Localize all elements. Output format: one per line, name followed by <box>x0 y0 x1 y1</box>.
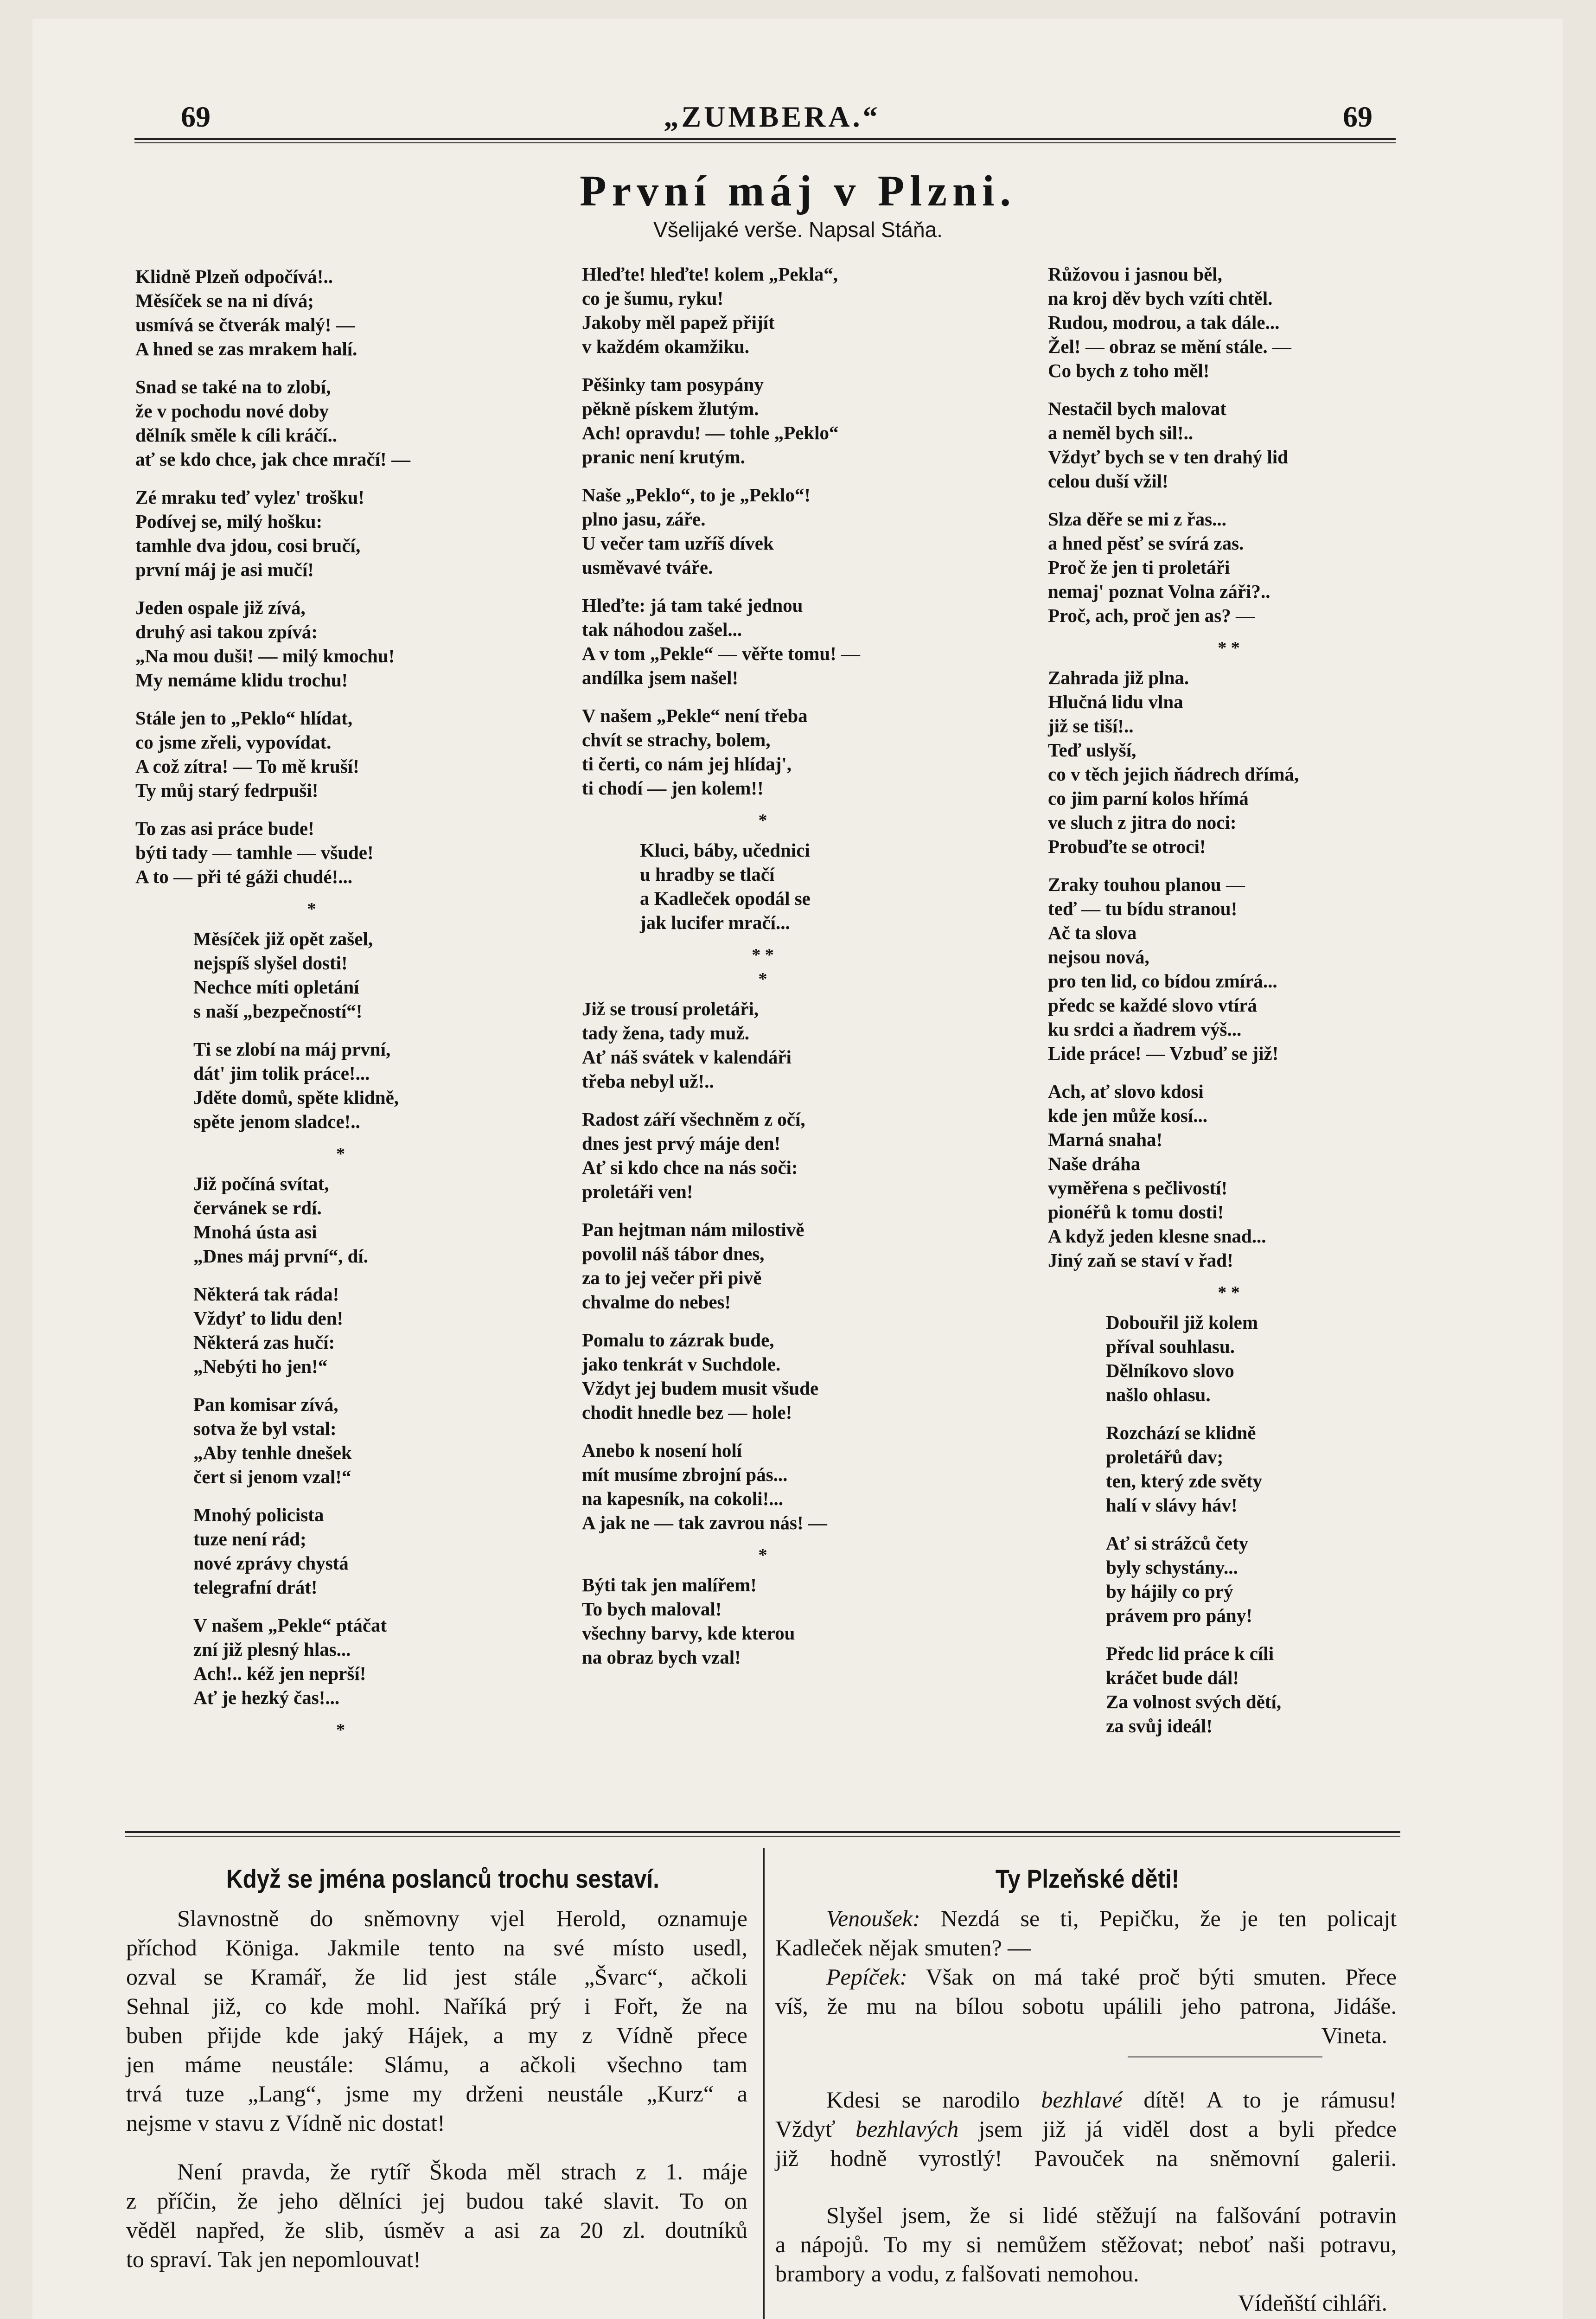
verse-line: povolil náš tábor dnes, <box>582 1243 765 1264</box>
text-run-italic: bezhlavých <box>855 2116 959 2142</box>
verse-line: U večer tam uzříš dívek <box>582 532 774 554</box>
verse-line: Podívej se, milý hošku: <box>135 511 323 532</box>
text-line: to spraví. Tak jen nepomlouvat! <box>126 2246 421 2272</box>
text-line: příchod Königa. Jakmile tento na své místo usedl, <box>126 1935 747 1960</box>
header-rule <box>134 138 1396 140</box>
stanza-separator: * <box>307 899 316 919</box>
stanza <box>135 1503 488 1599</box>
verse-line: kráčet bude dál! <box>1106 1667 1239 1688</box>
verse-line: Lide práce! — Vzbuď se již! <box>1048 1043 1279 1064</box>
verse-line: Vždyť to lidu den! <box>193 1307 344 1329</box>
stanza <box>135 816 488 889</box>
verse-line: Za volnost svých dětí, <box>1106 1691 1282 1712</box>
text-line: jen máme neustále: Slámu, a ačkoli všechno tam <box>126 2051 747 2077</box>
verse-line: Ať si strážců čety <box>1106 1532 1249 1554</box>
verse-line: usmívá se čtverák malý! — <box>135 314 355 335</box>
text-line: Není pravda, že rytíř Škoda měl strach z 1. máje <box>177 2159 747 2184</box>
verse-line: Zé mraku teď vylez' trošku! <box>135 487 364 508</box>
verse-line: vyměřena s pečlivostí! <box>1048 1177 1228 1198</box>
right-article-paragraph-2 <box>775 2085 1397 2173</box>
text-line <box>775 2144 1397 2173</box>
verse-line: Pan hejtman nám milostivě <box>582 1219 804 1240</box>
speaker-venousek: Venoušek: <box>826 1905 920 1931</box>
verse-line: plno jasu, záře. <box>582 508 706 530</box>
stanza <box>135 1037 488 1134</box>
verse-line: Naše „Peklo“, to je „Peklo“! <box>582 484 811 506</box>
verse-line: našlo ohlasu. <box>1106 1384 1211 1405</box>
verse-line: Býti tak jen malířem! <box>582 1574 757 1595</box>
page-number-left: 69 <box>181 100 211 133</box>
stanza-separator: * * <box>1218 638 1240 658</box>
verse-line: Proč že jen ti proletáři <box>1048 557 1230 578</box>
text-run: Vždyť <box>775 2116 836 2142</box>
stanza-separator: * <box>758 969 767 989</box>
verse-line: Marná snaha! <box>1048 1129 1163 1150</box>
verse-line: A což zítra! — To mě kruší! <box>135 756 359 777</box>
verse-line: že v pochodu nové doby <box>135 400 329 422</box>
verse-line: právem pro pány! <box>1106 1605 1252 1626</box>
text-line: ozval se Kramář, že lid jest stále „Švarc“, ačkoli <box>126 1964 747 1990</box>
text-line: nejsme v stavu z Vídně nic dostat! <box>126 2110 445 2136</box>
text-line <box>775 2085 1397 2114</box>
verse-line: Jiný zaň se staví v řad! <box>1048 1249 1233 1271</box>
verse-line: třeba nebyl už!.. <box>582 1070 714 1092</box>
verse-line: Ach!.. kéž jen neprší! <box>193 1663 366 1684</box>
left-article-paragraph-2 <box>126 2157 747 2274</box>
verse-line: pranic není krutým. <box>582 446 745 468</box>
stanza <box>1048 872 1410 1065</box>
verse-line: za svůj ideál! <box>1106 1715 1213 1736</box>
text-line: Slavnostně do sněmovny vjel Herold, oznamuje <box>177 1905 747 1931</box>
verse-line: tamhle dva jdou, cosi bručí, <box>135 535 361 556</box>
verse-line: teď — tu bídu stranou! <box>1048 898 1238 919</box>
verse-line: co v těch jejich ňádrech dřímá, <box>1048 763 1299 785</box>
verse-line: celou duší vžil! <box>1048 470 1168 492</box>
stanza <box>135 1172 488 1268</box>
page-header <box>134 100 1410 137</box>
verse-line: Růžovou i jasnou běl, <box>1048 263 1222 285</box>
verse-line: Ty můj starý fedrpuši! <box>135 780 319 801</box>
verse-line: co jsme zřeli, vypovídat. <box>135 731 332 753</box>
stanza <box>135 1613 488 1710</box>
text-line <box>775 2114 1397 2144</box>
stanza <box>582 593 944 690</box>
verse-line: chvalme do nebes! <box>582 1291 731 1313</box>
verse-line: andílka jsem našel! <box>582 667 739 688</box>
left-article-title: Když se jména poslanců trochu sestaví. <box>226 1864 659 1893</box>
verse-line: na obraz bych vzal! <box>582 1646 741 1668</box>
verse-line: nové zprávy chystá <box>193 1552 349 1574</box>
stanza-separator: * <box>336 1144 345 1164</box>
verse-line: příval souhlasu. <box>1106 1336 1235 1357</box>
stanza <box>582 372 944 469</box>
verse-line: Slza děře se mi z řas... <box>1048 508 1226 530</box>
stanza-separator: * <box>758 811 767 830</box>
stanza-separator: * <box>336 1720 345 1740</box>
text-line: Sehnal již, co kde mohl. Naříká prý i Fořt, že na <box>126 1993 747 2019</box>
verse-line: chvít se strachy, bolem, <box>582 729 771 750</box>
verse-line: všechny barvy, kde kterou <box>582 1622 795 1644</box>
stanza <box>582 704 944 800</box>
signature-vineta: Vineta. <box>1321 2022 1387 2048</box>
verse-line: první máj je asi mučí! <box>135 559 314 580</box>
verse-line: ti čerti, co nám jej hlídaj', <box>582 753 792 775</box>
text-run: již hodně vyrostlý! <box>775 2145 1002 2171</box>
text-run-italic: bezhlavé <box>1041 2087 1123 2113</box>
verse-line: Vždyť bych se v ten drahý lid <box>1048 446 1288 468</box>
verse-line: a Kadleček opodál se <box>640 888 811 909</box>
verse-line: druhý asi takou zpívá: <box>135 621 318 642</box>
article-divider <box>763 1848 765 2319</box>
verse-line: nejsou nová, <box>1048 946 1149 967</box>
stanza <box>1048 1079 1410 1272</box>
verse-line: Měsíček se na ni dívá; <box>135 290 314 311</box>
verse-line: červánek se rdí. <box>193 1197 322 1218</box>
dialog-line: víš, že mu na bílou sobotu upálili jeho patrona, Jidáše. <box>775 1993 1397 2019</box>
verse-line: Jděte domů, spěte klidně, <box>193 1087 399 1108</box>
verse-line: halí v slávy háv! <box>1106 1494 1238 1516</box>
verse-line: Jakoby měl papež přijít <box>582 312 775 333</box>
right-article-title: Ty Plzeňské děti! <box>995 1864 1180 1893</box>
verse-line: jak lucifer mračí... <box>640 912 790 933</box>
stanza <box>582 1573 944 1669</box>
verse-line: Hleďte! hleďte! kolem „Pekla“, <box>582 263 838 285</box>
signature-cihlari: Vídeňští cihláři. <box>1238 2290 1387 2316</box>
stanza <box>1048 1310 1410 1407</box>
stanza <box>135 706 488 802</box>
verse-line: Stále jen to „Peklo“ hlídat, <box>135 707 353 729</box>
verse-line: Pan komisar zívá, <box>193 1394 338 1415</box>
verse-line: Co bych z toho měl! <box>1048 360 1210 381</box>
verse-line: Hlučná lidu vlna <box>1048 691 1183 712</box>
dialog-line <box>775 1962 1397 1992</box>
text-line: buben přijde kde jaký Hájek, a my z Vídně přece <box>126 2022 747 2048</box>
verse-line: kde jen může kosí... <box>1048 1105 1207 1126</box>
verse-line: sotva že byl vstal: <box>193 1418 337 1439</box>
verse-line: dát' jim tolik práce!... <box>193 1063 370 1084</box>
verse-line: Vždyt jej budem musit všude <box>582 1377 819 1399</box>
verse-line: pionéřů k tomu dosti! <box>1048 1201 1224 1223</box>
stanza <box>135 596 488 692</box>
verse-line: Rudou, modrou, a tak dále... <box>1048 312 1280 333</box>
stanza <box>582 483 944 579</box>
right-article-paragraph-3 <box>775 2201 1397 2318</box>
verse-line: na kroj děv bych vzíti chtěl. <box>1048 288 1273 309</box>
verse-line: V našem „Pekle“ ptáčat <box>193 1614 387 1636</box>
verse-line: tuze není rád; <box>193 1528 306 1550</box>
verse-line: nemaj' poznat Volna záři?.. <box>1048 581 1270 602</box>
stanza <box>1048 262 1410 383</box>
stanza-separator: * <box>758 1545 767 1565</box>
verse-line: „Nebýti ho jen!“ <box>193 1356 328 1377</box>
verse-line: pro ten lid, co bídou zmírá... <box>1048 970 1277 992</box>
text-line: Slyšel jsem, že si lidé stěžují na falšování potravin <box>826 2202 1397 2228</box>
verse-line: Naše dráha <box>1048 1153 1141 1174</box>
stanza <box>1048 507 1410 628</box>
stanza-separator: * * <box>1218 1283 1240 1302</box>
poem-column-2 <box>582 262 944 1683</box>
verse-line: Již počíná svítat, <box>193 1173 329 1194</box>
signature-rule <box>1128 2056 1322 2057</box>
verse-line: čert si jenom vzal!“ <box>193 1466 351 1487</box>
verse-line: Některá tak ráda! <box>193 1283 339 1305</box>
stanza <box>582 1107 944 1204</box>
verse-line: spěte jenom sladce!.. <box>193 1111 360 1132</box>
verse-line: Mnohý policista <box>193 1504 324 1525</box>
section-rule-thin <box>125 1836 1400 1837</box>
speaker-pepicek: Pepíček: <box>826 1964 907 1990</box>
verse-line: co jim parní kolos hřímá <box>1048 788 1249 809</box>
stanza <box>135 1392 488 1489</box>
verse-line: Ti se zlobí na máj první, <box>193 1038 391 1060</box>
verse-line: To bych maloval! <box>582 1598 722 1620</box>
verse-line: a neměl bych sil!.. <box>1048 422 1194 443</box>
verse-line: A v tom „Pekle“ — věřte tomu! — <box>582 643 861 664</box>
header-rule-thin <box>134 142 1396 143</box>
poem-column-3 <box>1048 262 1410 1752</box>
dialog-text: Však on má také proč býti smuten. Přece <box>926 1964 1397 1990</box>
verse-line: předc se každé slovo vtírá <box>1048 994 1257 1016</box>
left-article-paragraph-1 <box>126 1904 747 2138</box>
verse-line: ten, který zde světy <box>1106 1470 1263 1492</box>
verse-line: To zas asi práce bude! <box>135 818 314 839</box>
verse-line: ti chodí — jen kolem!! <box>582 777 764 799</box>
verse-line: Nechce míti opletání <box>193 976 359 998</box>
verse-line: Jeden ospale již zívá, <box>135 597 306 618</box>
verse-line: co je šumu, ryku! <box>582 288 724 309</box>
verse-line: A hned se zas mrakem halí. <box>135 338 358 359</box>
verse-line: v každém okamžiku. <box>582 336 750 357</box>
stanza <box>1048 666 1410 858</box>
verse-line: „Aby tenhle dnešek <box>193 1442 352 1463</box>
verse-line: jako tenkrát v Suchdole. <box>582 1353 781 1375</box>
stanza <box>1048 397 1410 493</box>
stanza <box>135 264 488 361</box>
verse-line: za to jej večer při pivě <box>582 1267 762 1288</box>
verse-line: Klidně Plzeň odpočívá!.. <box>135 266 333 287</box>
verse-line: Ach! opravdu! — tohle „Peklo“ <box>582 422 839 443</box>
stanza <box>582 1328 944 1424</box>
verse-line: s naší „bezpečností“! <box>193 1000 363 1022</box>
text-run: dítě! A to je rámusu! <box>1143 2087 1397 2113</box>
verse-line: Proč, ach, proč jen as? — <box>1048 605 1255 626</box>
verse-line: již se tiší!.. <box>1048 715 1134 737</box>
text-line: trvá tuze „Lang“, jsme my drženi neustále „Kurz“ a <box>126 2081 747 2107</box>
verse-line: Ať si kdo chce na nás soči: <box>582 1157 798 1178</box>
verse-line: by hájily co prý <box>1106 1581 1233 1602</box>
verse-line: My nemáme klidu trochu! <box>135 669 348 691</box>
stanza-separator: * * <box>752 945 774 965</box>
poem-title: První máj v Plzni. <box>580 167 1016 215</box>
verse-line: chodit hnedle bez — hole! <box>582 1402 792 1423</box>
verse-line: mít musíme zbrojní pás... <box>582 1464 788 1485</box>
signature-pavoucek: Pavouček na sněmovní galerii. <box>1034 2145 1397 2171</box>
verse-line: proletářů dav; <box>1106 1446 1224 1467</box>
dialog-line: Kadleček nějak smuten? — <box>775 1935 1031 1960</box>
text-line: věděl napřed, že slib, úsměv a asi za 20 zl. doutníků <box>126 2217 747 2243</box>
verse-line: ať se kdo chce, jak chce mračí! — <box>135 448 410 470</box>
stanza <box>135 1282 488 1378</box>
stanza <box>582 1217 944 1314</box>
left-article-body <box>126 1904 747 2292</box>
verse-line: Měsíček již opět zašel, <box>193 928 373 949</box>
verse-line: zní již plesný hlas... <box>193 1639 351 1660</box>
verse-line: Rozchází se klidně <box>1106 1422 1256 1443</box>
verse-line: Kluci, báby, učednici <box>640 839 810 861</box>
right-article-body <box>775 1904 1397 2319</box>
verse-line: pěkně pískem žlutým. <box>582 398 759 419</box>
verse-line: proletáři ven! <box>582 1181 693 1202</box>
verse-line: Již se trousí proletáři, <box>582 998 759 1019</box>
verse-line: Radost září všechněm z očí, <box>582 1108 805 1130</box>
verse-line: Ať náš svátek v kalendáři <box>582 1046 792 1068</box>
verse-line: Některá zas hučí: <box>193 1332 335 1353</box>
verse-line: u hradby se tlačí <box>640 864 775 885</box>
verse-line: Hleďte: já tam také jednou <box>582 595 803 616</box>
verse-line: byly schystány... <box>1106 1557 1238 1578</box>
stanza <box>135 485 488 582</box>
text-run: Kdesi se narodilo <box>826 2087 1020 2113</box>
text-line: brambory a vodu, z falšovati nemohou. <box>775 2261 1139 2287</box>
verse-line: Zahrada již plna. <box>1048 667 1189 688</box>
dialog-block <box>775 1904 1397 2057</box>
verse-line: tady žena, tady muž. <box>582 1022 750 1044</box>
dialog-line <box>775 1904 1397 1933</box>
verse-line: a hned pěsť se svírá zas. <box>1048 532 1244 554</box>
verse-line: tak náhodou zašel... <box>582 619 742 640</box>
verse-line: Anebo k nosení holí <box>582 1440 742 1461</box>
stanza <box>582 838 944 935</box>
text-line: z příčin, že jeho dělníci jej budou také slavit. To on <box>126 2188 747 2214</box>
verse-line: Teď uslyší, <box>1048 739 1136 761</box>
verse-line: telegrafní drát! <box>193 1576 318 1598</box>
stanza <box>582 262 944 359</box>
section-rule <box>125 1831 1400 1833</box>
masthead: „ZUMBERA.“ <box>664 100 881 133</box>
stanza <box>582 997 944 1093</box>
verse-line: na kapesník, na cokoli!... <box>582 1488 784 1509</box>
poem-column-1 <box>135 264 488 1748</box>
verse-line: ku srdci a ňadrem výš... <box>1048 1019 1242 1040</box>
verse-line: dělník směle k cíli kráčí.. <box>135 424 338 446</box>
verse-line: Dobouřil již kolem <box>1106 1312 1258 1333</box>
stanza <box>135 927 488 1023</box>
verse-line: ve sluch z jitra do noci: <box>1048 812 1237 833</box>
verse-line: A to — při té gáži chudé!... <box>135 866 353 887</box>
verse-line: Nestačil bych malovat <box>1048 398 1226 419</box>
verse-line: Mnohá ústa asi <box>193 1221 317 1243</box>
verse-line: Pěšinky tam posypány <box>582 374 764 395</box>
verse-line: nejspíš slyšel dosti! <box>193 952 348 974</box>
verse-line: Probuďte se otroci! <box>1048 836 1206 857</box>
stanza <box>135 375 488 471</box>
verse-line: „Na mou duši! — milý kmochu! <box>135 645 395 666</box>
stanza <box>1048 1531 1410 1627</box>
verse-line: A když jeden klesne snad... <box>1048 1225 1266 1247</box>
verse-line: „Dnes máj první“, dí. <box>193 1245 369 1267</box>
verse-line: Ať je hezký čas!... <box>193 1687 340 1708</box>
verse-line: Snad se také na to zlobí, <box>135 376 331 397</box>
text-run: jsem již já viděl dost a byli předce <box>978 2116 1397 2142</box>
poem-subtitle: Všelijaké verše. Napsal Stáňa. <box>653 218 943 242</box>
verse-line: Žel! — obraz se mění stále. — <box>1048 336 1291 357</box>
verse-line: Dělníkovo slovo <box>1106 1360 1234 1381</box>
stanza <box>582 1438 944 1535</box>
verse-line: Ach, ať slovo kdosi <box>1048 1081 1204 1102</box>
verse-line: V našem „Pekle“ není třeba <box>582 705 808 726</box>
text-line: a nápojů. To my si nemůžem stěžovat; neboť naši potravu, <box>775 2231 1397 2257</box>
verse-line: Ač ta slova <box>1048 922 1137 943</box>
page-number-right: 69 <box>1343 100 1373 133</box>
verse-line: Zraky touhou planou — <box>1048 874 1245 895</box>
verse-line: usměvavé tváře. <box>582 557 713 578</box>
verse-line: býti tady — tamhle — všude! <box>135 842 374 863</box>
verse-line: dnes jest prvý máje den! <box>582 1133 781 1154</box>
dialog-text: Nezdá se ti, Pepičku, že je ten policajt <box>940 1905 1397 1931</box>
verse-line: A jak ne — tak zavrou nás! — <box>582 1512 827 1533</box>
verse-line: Pomalu to zázrak bude, <box>582 1329 774 1351</box>
stanza <box>1048 1421 1410 1517</box>
stanza <box>1048 1641 1410 1738</box>
verse-line: Předc lid práce k cíli <box>1106 1643 1274 1664</box>
